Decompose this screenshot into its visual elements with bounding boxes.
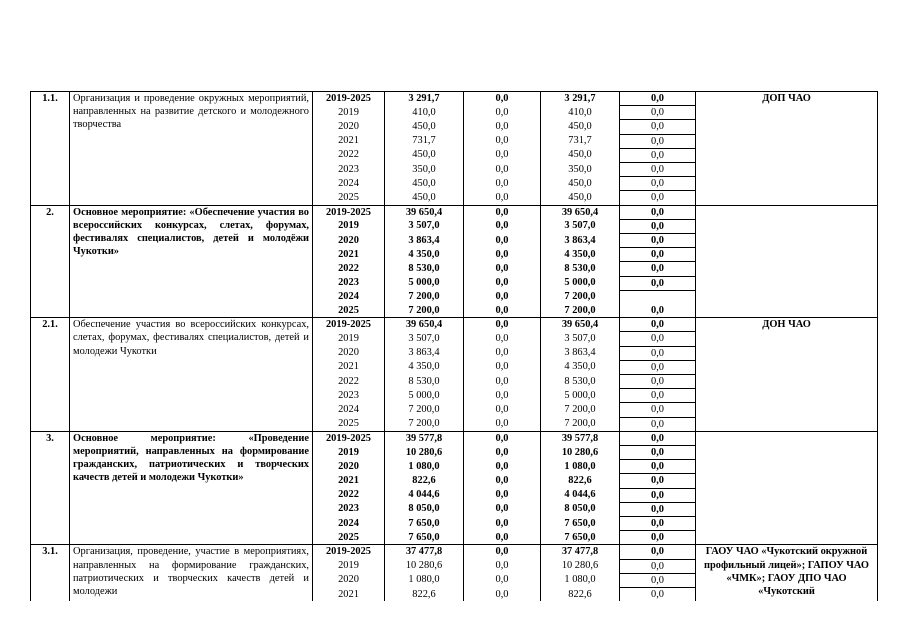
other-sources-cell: 0,0 [620, 332, 696, 346]
regional-budget-cell: 7 200,0 [541, 417, 620, 431]
row-number-cell: 3.1. [31, 545, 70, 602]
year-cell: 2024 [313, 177, 385, 191]
table-row [31, 431, 878, 445]
year-cell: 2022 [313, 262, 385, 276]
regional-budget-cell: 5 000,0 [541, 389, 620, 403]
activity-name-cell: Организация и проведение окружных мероприятий, направленных на развитие детского и молодежного творчества [70, 92, 313, 206]
federal-budget-cell: 0,0 [464, 134, 541, 148]
federal-budget-cell: 0,0 [464, 92, 541, 106]
activity-name-cell: Основное мероприятие: «Обеспечение участия во всероссийских конкурсах, слетах, форумах, фестивалях специалистов, детей и молодёжи Чукотки» [70, 205, 313, 318]
total-cell: 4 350,0 [385, 360, 464, 374]
other-sources-cell: 0,0 [620, 248, 696, 262]
federal-budget-cell: 0,0 [464, 517, 541, 531]
total-cell: 3 507,0 [385, 219, 464, 233]
total-cell: 7 200,0 [385, 403, 464, 417]
activity-name-cell: Организация, проведение, участие в мероприятиях, направленных на формирование гражданских, патриотических и творческих качеств детей и молодежи [70, 545, 313, 602]
total-cell: 39 650,4 [385, 205, 464, 219]
regional-budget-cell: 3 863,4 [541, 346, 620, 360]
total-cell: 7 200,0 [385, 290, 464, 304]
federal-budget-cell: 0,0 [464, 318, 541, 332]
table-row [31, 205, 878, 219]
regional-budget-cell: 7 650,0 [541, 517, 620, 531]
total-cell: 8 050,0 [385, 502, 464, 516]
table-row [31, 92, 878, 106]
other-sources-cell: 0,0 [620, 234, 696, 248]
year-cell: 2022 [313, 488, 385, 502]
total-cell: 7 650,0 [385, 517, 464, 531]
year-cell: 2022 [313, 375, 385, 389]
federal-budget-cell: 0,0 [464, 248, 541, 262]
year-cell: 2024 [313, 290, 385, 304]
other-sources-cell: 0,0 [620, 304, 696, 318]
other-sources-cell: 0,0 [620, 502, 696, 516]
responsible-executor-cell [696, 205, 878, 318]
year-cell: 2023 [313, 276, 385, 290]
federal-budget-cell: 0,0 [464, 276, 541, 290]
regional-budget-cell: 39 650,4 [541, 318, 620, 332]
federal-budget-cell: 0,0 [464, 106, 541, 120]
federal-budget-cell: 0,0 [464, 262, 541, 276]
regional-budget-cell: 1 080,0 [541, 573, 620, 587]
year-cell: 2021 [313, 248, 385, 262]
federal-budget-cell: 0,0 [464, 205, 541, 219]
regional-budget-cell: 7 200,0 [541, 290, 620, 304]
other-sources-cell: 0,0 [620, 276, 696, 290]
total-cell: 410,0 [385, 106, 464, 120]
other-sources-cell: 0,0 [620, 92, 696, 106]
year-cell: 2022 [313, 148, 385, 162]
year-cell: 2024 [313, 403, 385, 417]
activity-name-cell: Основное мероприятие: «Проведение мероприятий, направленных на формирование гражданских, патриотических и творческих качеств детей и молодежи Чукотки» [70, 431, 313, 545]
other-sources-cell: 0,0 [620, 460, 696, 474]
activity-name-cell: Обеспечение участия во всероссийских конкурсах, слетах, форумах, фестивалях специалистов, детей и молодежи Чукотки [70, 318, 313, 432]
federal-budget-cell: 0,0 [464, 360, 541, 374]
federal-budget-cell: 0,0 [464, 191, 541, 205]
regional-budget-cell: 822,6 [541, 474, 620, 488]
regional-budget-cell: 410,0 [541, 106, 620, 120]
other-sources-cell: 0,0 [620, 163, 696, 177]
regional-budget-cell: 3 507,0 [541, 219, 620, 233]
total-cell: 350,0 [385, 163, 464, 177]
regional-budget-cell: 7 650,0 [541, 531, 620, 545]
other-sources-cell: 0,0 [620, 191, 696, 205]
regional-budget-cell: 731,7 [541, 134, 620, 148]
year-cell: 2025 [313, 531, 385, 545]
regional-budget-cell: 1 080,0 [541, 460, 620, 474]
year-cell: 2020 [313, 234, 385, 248]
other-sources-cell: 0,0 [620, 531, 696, 545]
year-cell: 2021 [313, 588, 385, 602]
row-number-cell: 2.1. [31, 318, 70, 432]
table-row [31, 318, 878, 332]
responsible-executor-cell: ДОН ЧАО [696, 318, 878, 432]
federal-budget-cell: 0,0 [464, 573, 541, 587]
regional-budget-cell: 39 650,4 [541, 205, 620, 219]
other-sources-cell: 0,0 [620, 474, 696, 488]
total-cell: 450,0 [385, 191, 464, 205]
page-bottom-margin [0, 601, 905, 640]
total-cell: 822,6 [385, 474, 464, 488]
other-sources-cell: 0,0 [620, 545, 696, 559]
year-cell: 2023 [313, 502, 385, 516]
federal-budget-cell: 0,0 [464, 431, 541, 445]
year-cell: 2021 [313, 360, 385, 374]
total-cell: 10 280,6 [385, 446, 464, 460]
other-sources-cell: 0,0 [620, 346, 696, 360]
table-body [31, 92, 878, 602]
year-cell: 2019 [313, 332, 385, 346]
total-cell: 8 530,0 [385, 375, 464, 389]
federal-budget-cell: 0,0 [464, 446, 541, 460]
year-cell: 2025 [313, 304, 385, 318]
total-cell: 7 200,0 [385, 417, 464, 431]
total-cell: 450,0 [385, 177, 464, 191]
total-cell: 39 650,4 [385, 318, 464, 332]
other-sources-cell: 0,0 [620, 205, 696, 219]
year-cell: 2021 [313, 474, 385, 488]
regional-budget-cell: 7 200,0 [541, 304, 620, 318]
other-sources-cell: 0,0 [620, 417, 696, 431]
regional-budget-cell: 450,0 [541, 148, 620, 162]
federal-budget-cell: 0,0 [464, 474, 541, 488]
total-cell: 37 477,8 [385, 545, 464, 559]
year-cell: 2020 [313, 573, 385, 587]
year-cell: 2019 [313, 219, 385, 233]
regional-budget-cell: 37 477,8 [541, 545, 620, 559]
row-number-cell: 1.1. [31, 92, 70, 206]
regional-budget-cell: 3 863,4 [541, 234, 620, 248]
regional-budget-cell: 10 280,6 [541, 446, 620, 460]
responsible-executor-cell: ГАОУ ЧАО «Чукотский окружной профильный лицей»; ГАПОУ ЧАО «ЧМК»; ГАОУ ДПО ЧАО «Чукотский [696, 545, 878, 602]
year-cell: 2019-2025 [313, 431, 385, 445]
regional-budget-cell: 10 280,6 [541, 559, 620, 573]
federal-budget-cell: 0,0 [464, 375, 541, 389]
total-cell: 4 044,6 [385, 488, 464, 502]
total-cell: 4 350,0 [385, 248, 464, 262]
responsible-executor-cell [696, 431, 878, 545]
year-cell: 2019 [313, 559, 385, 573]
other-sources-cell [620, 290, 696, 304]
year-cell: 2019 [313, 106, 385, 120]
regional-budget-cell: 8 530,0 [541, 375, 620, 389]
year-cell: 2023 [313, 389, 385, 403]
regional-budget-cell: 350,0 [541, 163, 620, 177]
row-number-cell: 3. [31, 431, 70, 545]
federal-budget-cell: 0,0 [464, 502, 541, 516]
other-sources-cell: 0,0 [620, 573, 696, 587]
total-cell: 822,6 [385, 588, 464, 602]
regional-budget-cell: 4 044,6 [541, 488, 620, 502]
total-cell: 450,0 [385, 120, 464, 134]
responsible-executor-cell: ДОП ЧАО [696, 92, 878, 206]
year-cell: 2023 [313, 163, 385, 177]
total-cell: 7 200,0 [385, 304, 464, 318]
year-cell: 2019 [313, 446, 385, 460]
federal-budget-cell: 0,0 [464, 417, 541, 431]
total-cell: 1 080,0 [385, 573, 464, 587]
federal-budget-cell: 0,0 [464, 588, 541, 602]
regional-budget-cell: 8 050,0 [541, 502, 620, 516]
total-cell: 3 291,7 [385, 92, 464, 106]
total-cell: 450,0 [385, 148, 464, 162]
federal-budget-cell: 0,0 [464, 545, 541, 559]
federal-budget-cell: 0,0 [464, 346, 541, 360]
other-sources-cell: 0,0 [620, 148, 696, 162]
total-cell: 8 530,0 [385, 262, 464, 276]
year-cell: 2019-2025 [313, 318, 385, 332]
federal-budget-cell: 0,0 [464, 531, 541, 545]
other-sources-cell: 0,0 [620, 219, 696, 233]
year-cell: 2025 [313, 191, 385, 205]
regional-budget-cell: 450,0 [541, 120, 620, 134]
federal-budget-cell: 0,0 [464, 148, 541, 162]
regional-budget-cell: 3 291,7 [541, 92, 620, 106]
other-sources-cell: 0,0 [620, 318, 696, 332]
year-cell: 2020 [313, 460, 385, 474]
federal-budget-cell: 0,0 [464, 234, 541, 248]
federal-budget-cell: 0,0 [464, 488, 541, 502]
year-cell: 2019-2025 [313, 92, 385, 106]
year-cell: 2021 [313, 134, 385, 148]
other-sources-cell: 0,0 [620, 106, 696, 120]
regional-budget-cell: 7 200,0 [541, 403, 620, 417]
table-row [31, 545, 878, 559]
regional-budget-cell: 3 507,0 [541, 332, 620, 346]
total-cell: 10 280,6 [385, 559, 464, 573]
total-cell: 731,7 [385, 134, 464, 148]
other-sources-cell: 0,0 [620, 360, 696, 374]
total-cell: 1 080,0 [385, 460, 464, 474]
federal-budget-cell: 0,0 [464, 403, 541, 417]
regional-budget-cell: 450,0 [541, 177, 620, 191]
federal-budget-cell: 0,0 [464, 120, 541, 134]
total-cell: 5 000,0 [385, 389, 464, 403]
federal-budget-cell: 0,0 [464, 177, 541, 191]
year-cell: 2019-2025 [313, 545, 385, 559]
other-sources-cell: 0,0 [620, 403, 696, 417]
other-sources-cell: 0,0 [620, 446, 696, 460]
regional-budget-cell: 5 000,0 [541, 276, 620, 290]
regional-budget-cell: 4 350,0 [541, 248, 620, 262]
federal-budget-cell: 0,0 [464, 219, 541, 233]
other-sources-cell: 0,0 [620, 431, 696, 445]
other-sources-cell: 0,0 [620, 134, 696, 148]
federal-budget-cell: 0,0 [464, 460, 541, 474]
regional-budget-cell: 8 530,0 [541, 262, 620, 276]
year-cell: 2019-2025 [313, 205, 385, 219]
row-number-cell: 2. [31, 205, 70, 318]
program-budget-table [30, 91, 878, 602]
other-sources-cell: 0,0 [620, 262, 696, 276]
other-sources-cell: 0,0 [620, 517, 696, 531]
other-sources-cell: 0,0 [620, 488, 696, 502]
regional-budget-cell: 4 350,0 [541, 360, 620, 374]
total-cell: 3 507,0 [385, 332, 464, 346]
regional-budget-cell: 822,6 [541, 588, 620, 602]
year-cell: 2025 [313, 417, 385, 431]
regional-budget-cell: 450,0 [541, 191, 620, 205]
total-cell: 5 000,0 [385, 276, 464, 290]
other-sources-cell: 0,0 [620, 375, 696, 389]
federal-budget-cell: 0,0 [464, 290, 541, 304]
federal-budget-cell: 0,0 [464, 389, 541, 403]
total-cell: 3 863,4 [385, 234, 464, 248]
other-sources-cell: 0,0 [620, 588, 696, 602]
year-cell: 2020 [313, 120, 385, 134]
other-sources-cell: 0,0 [620, 389, 696, 403]
regional-budget-cell: 39 577,8 [541, 431, 620, 445]
federal-budget-cell: 0,0 [464, 332, 541, 346]
total-cell: 3 863,4 [385, 346, 464, 360]
year-cell: 2020 [313, 346, 385, 360]
other-sources-cell: 0,0 [620, 177, 696, 191]
total-cell: 7 650,0 [385, 531, 464, 545]
federal-budget-cell: 0,0 [464, 163, 541, 177]
other-sources-cell: 0,0 [620, 559, 696, 573]
year-cell: 2024 [313, 517, 385, 531]
total-cell: 39 577,8 [385, 431, 464, 445]
other-sources-cell: 0,0 [620, 120, 696, 134]
federal-budget-cell: 0,0 [464, 304, 541, 318]
federal-budget-cell: 0,0 [464, 559, 541, 573]
